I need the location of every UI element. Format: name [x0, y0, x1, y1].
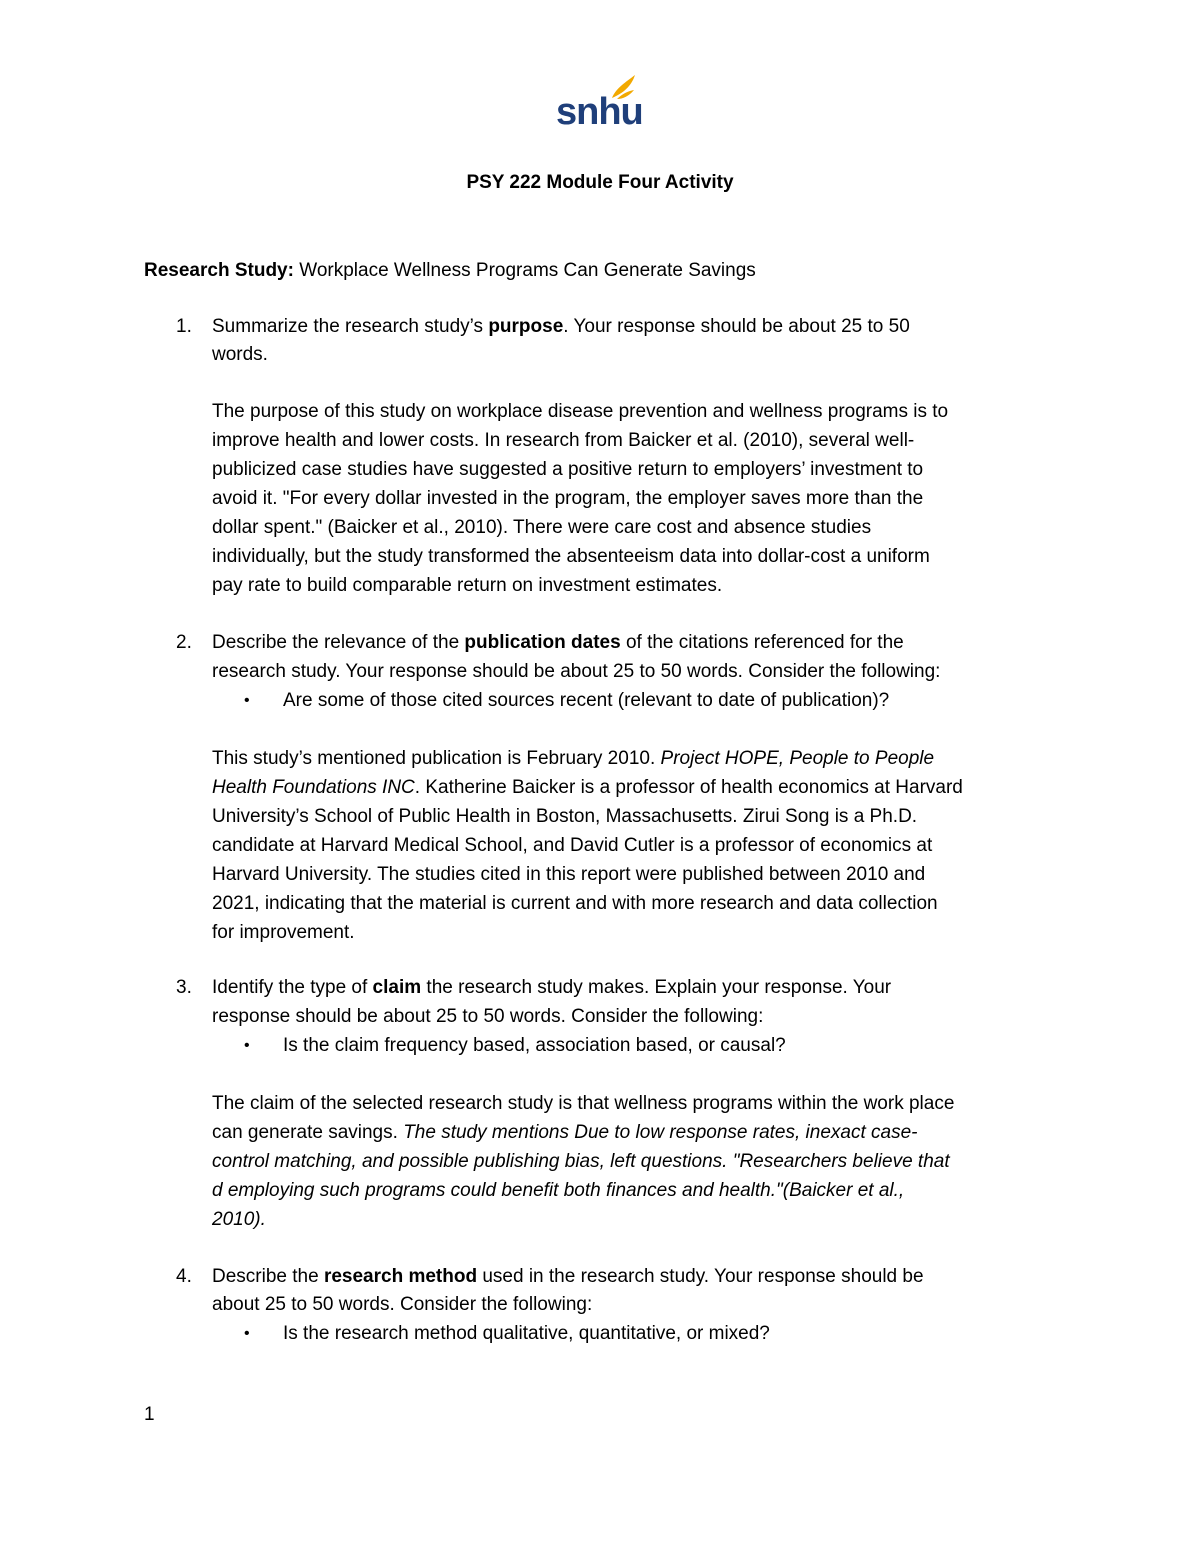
q1-answer-line: pay rate to build comparable return on investment estimates. [212, 575, 723, 596]
q2-answer-line: for improvement. [212, 922, 355, 943]
q4-bullet-text: Is the research method qualitative, quantitative, or mixed? [283, 1323, 770, 1344]
q4-prompt-text: Describe the [212, 1266, 324, 1287]
q2-answer-text: This study’s mentioned publication is February 2010. [212, 748, 661, 769]
q3-prompt-line-2: response should be about 25 to 50 words. Consider the following: [212, 1006, 764, 1027]
logo-text: snhu [556, 91, 643, 133]
q1-answer-line: avoid it. "For every dollar invested in the program, the employer saves more than the [212, 488, 924, 509]
q3-prompt-line-1 [212, 975, 891, 1001]
snhu-logo [556, 72, 643, 134]
q4-number: 4. [176, 1266, 192, 1287]
q3-answer-line: 2010). [212, 1209, 266, 1230]
q2-answer-italic: Project HOPE, People to People [660, 748, 935, 769]
bullet-icon: • [244, 1037, 250, 1054]
research-study-line [144, 258, 756, 284]
research-study-name: Workplace Wellness Programs Can Generate Savings [293, 260, 756, 281]
q1-prompt-text-2: . Your response should be about 25 to 50 [563, 316, 910, 337]
q1-number: 1. [176, 316, 192, 337]
q3-number: 3. [176, 977, 192, 998]
q2-prompt-line-2: research study. Your response should be about 25 to 50 words. Consider the following: [212, 661, 941, 682]
q4-prompt-bold: research method [323, 1266, 478, 1287]
q1-answer-line: individually, but the study transformed the absenteeism data into dollar-cost a uniform [212, 546, 930, 567]
q2-number: 2. [176, 632, 192, 653]
q2-answer-line [212, 775, 963, 801]
q4-prompt-text-2: used in the research study. Your response should be [477, 1266, 924, 1287]
research-study-label: Research Study: [144, 260, 294, 281]
q1-prompt-line-1 [212, 314, 910, 340]
q3-answer-line: d employing such programs could benefit both finances and health."(Baicker et al., [212, 1180, 905, 1201]
q1-prompt-text: Summarize the research study’s [212, 316, 489, 337]
q2-prompt-line-1 [212, 630, 904, 656]
q3-answer-text: can generate savings. [212, 1122, 404, 1143]
q2-answer-line: University’s School of Public Health in Boston, Massachusetts. Zirui Song is a Ph.D. [212, 806, 918, 827]
q1-answer-line: dollar spent." (Baicker et al., 2010). There were care cost and absence studies [212, 517, 872, 538]
bullet-icon: • [244, 692, 250, 709]
q3-prompt-text-2: the research study makes. Explain your response. Your [421, 977, 892, 998]
q1-answer-line: publicized case studies have suggested a positive return to employers’ investment to [212, 459, 924, 480]
page-number: 1 [144, 1404, 155, 1425]
q2-answer-line [212, 746, 934, 772]
q2-prompt-bold: publication dates [464, 632, 621, 653]
q1-prompt-line-2: words. [212, 344, 268, 365]
q1-answer-line: improve health and lower costs. In research from Baicker et al. (2010), several well- [212, 430, 915, 451]
q3-answer-line [212, 1120, 918, 1146]
q3-prompt-text: Identify the type of [212, 977, 373, 998]
q2-answer-line: 2021, indicating that the material is current and with more research and data collection [212, 893, 938, 914]
q2-prompt-text-2: of the citations referenced for the [620, 632, 904, 653]
q2-answer-italic: Health Foundations INC [212, 777, 415, 798]
page-title: PSY 222 Module Four Activity [466, 172, 734, 193]
q4-prompt-line-1 [212, 1264, 924, 1290]
q3-prompt-bold: claim [372, 977, 422, 998]
q4-prompt-line-2: about 25 to 50 words. Consider the following: [212, 1294, 593, 1315]
q1-answer-line: The purpose of this study on workplace disease prevention and wellness programs is to [212, 401, 949, 422]
q1-prompt-bold: purpose [488, 316, 564, 337]
q3-answer-line: control matching, and possible publishing bias, left questions. "Researchers believe that [212, 1151, 950, 1172]
q3-answer-italic: The study mentions Due to low response rates, inexact case- [403, 1122, 918, 1143]
q2-answer-line: Harvard University. The studies cited in this report were published between 2010 and [212, 864, 926, 885]
q2-bullet-text: Are some of those cited sources recent (relevant to date of publication)? [283, 690, 890, 711]
q2-prompt-text: Describe the relevance of the [212, 632, 465, 653]
bullet-icon: • [244, 1325, 250, 1342]
q3-bullet-text: Is the claim frequency based, association based, or causal? [283, 1035, 786, 1056]
q2-answer-line: candidate at Harvard Medical School, and David Cutler is a professor of economics at [212, 835, 933, 856]
q2-answer-text: . Katherine Baicker is a professor of health economics at Harvard [414, 777, 963, 798]
q3-answer-line: The claim of the selected research study is that wellness programs within the work place [212, 1093, 955, 1114]
